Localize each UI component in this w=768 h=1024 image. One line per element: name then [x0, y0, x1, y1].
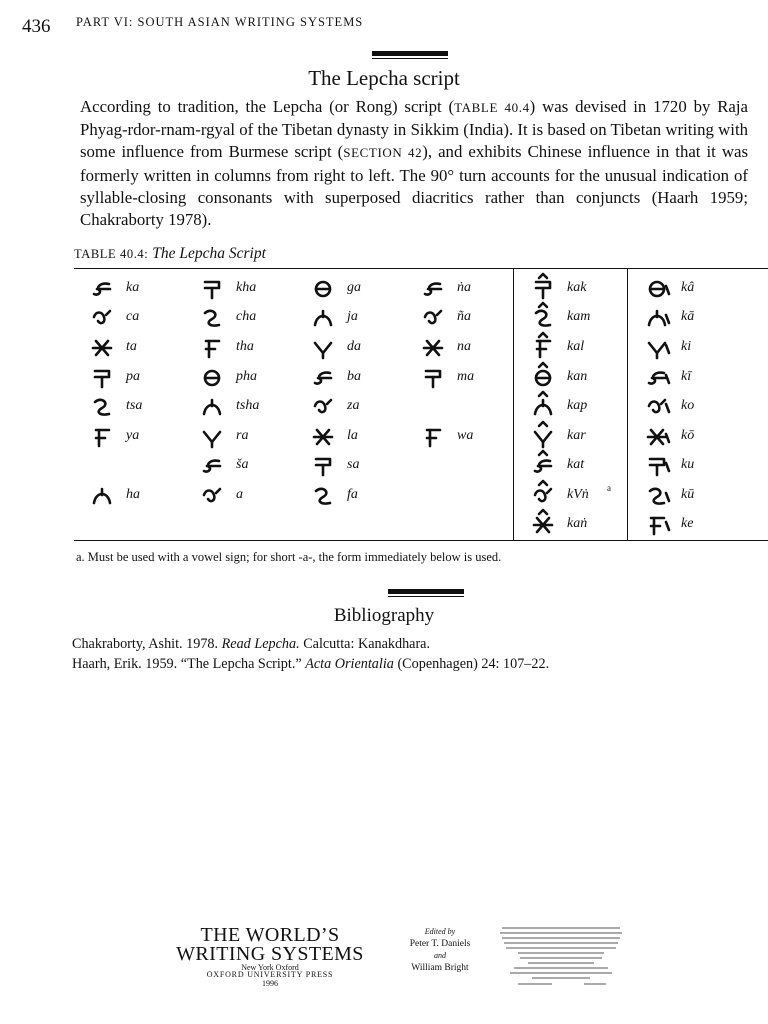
kan-glyph — [531, 365, 555, 391]
table-cell — [645, 451, 745, 481]
nga-glyph — [421, 276, 445, 302]
transliteration: kan — [567, 369, 588, 384]
editor-name: Peter T. Daniels — [409, 939, 471, 949]
transliteration: sa — [347, 457, 360, 472]
transliteration: ca — [126, 309, 140, 324]
footnote-marker[interactable]: a — [607, 483, 611, 493]
table-cell — [90, 363, 194, 393]
editor-name: William Bright — [411, 963, 469, 973]
table-cell — [200, 422, 304, 452]
ki-glyph — [645, 335, 669, 361]
table-cell — [200, 451, 304, 481]
intro-text-1: According to tradition, the Lepcha (or Rong) script ( — [80, 97, 455, 116]
sha-glyph — [200, 453, 224, 479]
ta-glyph — [90, 335, 114, 361]
table-cell — [531, 510, 631, 540]
transliteration: na — [457, 339, 471, 354]
table-caption — [74, 245, 266, 263]
table-cell — [645, 363, 745, 393]
table-cell — [311, 274, 415, 304]
transliteration: ya — [126, 428, 140, 443]
table-cell — [421, 422, 525, 452]
ke-glyph — [645, 512, 669, 538]
table-cell — [531, 481, 631, 511]
transliteration: ki — [681, 339, 692, 354]
ko-glyph — [645, 394, 669, 420]
entry-publisher: Calcutta: Kanakdhara. — [299, 636, 431, 652]
na-glyph — [421, 335, 445, 361]
wa-glyph — [421, 424, 445, 450]
transliteration: kat — [567, 457, 585, 472]
ra-glyph — [200, 424, 224, 450]
table-cell — [90, 274, 194, 304]
transliteration: tsha — [236, 398, 260, 413]
transliteration: ba — [347, 369, 361, 384]
table-number: TABLE 40.4: — [74, 247, 149, 261]
table-cell — [311, 333, 415, 363]
bibliography-entry — [72, 636, 430, 653]
editors-conjunction: and — [434, 951, 446, 960]
transliteration: ke — [681, 516, 694, 531]
cha-glyph — [200, 305, 224, 331]
entry-title: Acta Orientalia — [305, 656, 394, 672]
table-cell — [90, 481, 194, 511]
page-number: 436 — [22, 16, 51, 37]
table-cell — [200, 274, 304, 304]
table-cell — [90, 333, 194, 363]
kha-glyph — [200, 276, 224, 302]
transliteration: da — [347, 339, 361, 354]
transliteration: kar — [567, 428, 586, 443]
nya-glyph — [421, 305, 445, 331]
book-title — [150, 926, 390, 964]
table-footnote: a. Must be used with a vowel sign; for short -a-, the form immediately below is used. — [76, 550, 502, 564]
ga-glyph — [311, 276, 335, 302]
intro-text-2: ) was devised in 1720 by Raja Phyag-rdor-rnam-rgyal of the Tibetan dynasty in Sikkim (India). It is based on Tibetan writing with some influence from Burmese script ( — [80, 97, 748, 162]
transliteration: ku — [681, 457, 695, 472]
table-cell — [645, 274, 745, 304]
a-glyph — [200, 483, 224, 509]
transliteration: ka — [126, 280, 140, 295]
transliteration: a — [236, 487, 243, 502]
transliteration: cha — [236, 309, 257, 324]
transliteration: ma — [457, 369, 475, 384]
table-cell — [645, 422, 745, 452]
table-cell — [645, 510, 745, 540]
table-cell — [531, 303, 631, 333]
transliteration: fa — [347, 487, 358, 502]
table-cell — [531, 392, 631, 422]
intro-text-3: ), and exhibits Chinese influence in that it was formerly written in columns from right to left. The 90° turn accounts for the unusual indication of syllable-closing consonants with superposed diacritics rather than conjuncts (Haarh 1959; Chakraborty 1978). — [80, 142, 748, 230]
transliteration: la — [347, 428, 358, 443]
transliteration: ga — [347, 280, 361, 295]
table-cell — [311, 481, 415, 511]
transliteration: ṅa — [457, 280, 471, 295]
transliteration: kVṅ — [567, 487, 589, 502]
transliteration: ha — [126, 487, 140, 502]
transliteration: pha — [236, 369, 257, 384]
transliteration: ja — [347, 309, 358, 324]
transliteration: ko — [681, 398, 695, 413]
table-cell — [421, 274, 525, 304]
kar-glyph — [531, 424, 555, 450]
transliteration: kâ — [681, 280, 695, 295]
tsha-glyph — [200, 394, 224, 420]
ku-glyph — [645, 453, 669, 479]
ya-glyph — [90, 424, 114, 450]
table-cell — [531, 333, 631, 363]
transliteration: ta — [126, 339, 137, 354]
publication-year: 1996 — [262, 979, 278, 988]
kal-glyph — [531, 335, 555, 361]
kang-glyph — [531, 512, 555, 538]
bibliography-rule — [388, 589, 464, 594]
table-cell — [90, 392, 194, 422]
entry-title: Read Lepcha. — [221, 636, 300, 652]
sa-glyph — [311, 453, 335, 479]
table-cell — [200, 303, 304, 333]
transliteration: ra — [236, 428, 249, 443]
table-cell — [421, 303, 525, 333]
transliteration: kha — [236, 280, 257, 295]
ka-glyph — [90, 276, 114, 302]
table-cell — [645, 481, 745, 511]
tha-glyph — [200, 335, 224, 361]
transliteration: kī — [681, 369, 692, 384]
transliteration: kak — [567, 280, 587, 295]
bibliography-title: Bibliography — [333, 605, 435, 626]
book-title-line: WRITING SYSTEMS — [176, 943, 364, 965]
table-cell — [311, 451, 415, 481]
transliteration: ña — [457, 309, 471, 324]
section-reference-link[interactable]: SECTION 42 — [343, 145, 423, 161]
entry-author: Haarh, Erik. 1959. “The Lepcha Script.” — [72, 656, 306, 672]
fine-print-texture — [488, 924, 634, 986]
tsa-glyph — [90, 394, 114, 420]
table-cell — [645, 303, 745, 333]
kvng-glyph — [531, 483, 555, 509]
table-cell — [311, 392, 415, 422]
fa-glyph — [311, 483, 335, 509]
transliteration: za — [347, 398, 360, 413]
da-glyph — [311, 335, 335, 361]
pa-glyph — [90, 365, 114, 391]
transliteration: kaṅ — [567, 516, 588, 531]
running-head: PART VI: SOUTH ASIAN WRITING SYSTEMS — [76, 15, 364, 29]
kaa-long-glyph — [645, 305, 669, 331]
kam-glyph — [531, 305, 555, 331]
section-rule — [372, 51, 448, 56]
transliteration: tha — [236, 339, 254, 354]
table-title: The Lepcha Script — [152, 245, 266, 262]
ba-glyph — [311, 365, 335, 391]
edited-by-label: Edited by — [424, 927, 456, 936]
transliteration: kal — [567, 339, 585, 354]
table-cell — [645, 392, 745, 422]
table-cell — [200, 481, 304, 511]
za-glyph — [311, 394, 335, 420]
koo-glyph — [645, 424, 669, 450]
copyright-fine-print-image — [488, 924, 634, 988]
transliteration: kā — [681, 309, 695, 324]
kat-glyph — [531, 453, 555, 479]
table-cell — [421, 363, 525, 393]
table-cell — [531, 451, 631, 481]
pha-glyph — [200, 365, 224, 391]
table-cell — [311, 303, 415, 333]
kak-glyph — [531, 276, 555, 302]
transliteration: kū — [681, 487, 695, 502]
table-cell — [90, 303, 194, 333]
la-glyph — [311, 424, 335, 450]
transliteration: ša — [236, 457, 249, 472]
table-cell — [200, 392, 304, 422]
table-cell — [200, 363, 304, 393]
table-cell — [421, 333, 525, 363]
kii-glyph — [645, 365, 669, 391]
table-cell — [311, 422, 415, 452]
table-cell — [311, 363, 415, 393]
book-title-line: THE WORLD’S — [200, 924, 340, 946]
ca-glyph — [90, 305, 114, 331]
ha-glyph — [90, 483, 114, 509]
table-cell — [200, 333, 304, 363]
transliteration: kō — [681, 428, 695, 443]
transliteration: wa — [457, 428, 474, 443]
table-cell — [531, 274, 631, 304]
ja-glyph — [311, 305, 335, 331]
table-top-rule — [74, 268, 768, 269]
kuu-glyph — [645, 483, 669, 509]
table-reference-link[interactable]: TABLE 40.4 — [454, 100, 530, 115]
publisher-name: OXFORD UNIVERSITY PRESS — [206, 970, 334, 979]
publisher-place: New York Oxford — [241, 963, 299, 972]
transliteration: kap — [567, 398, 588, 413]
section-title: The Lepcha script — [308, 66, 460, 90]
kap-glyph — [531, 394, 555, 420]
editors-block — [392, 926, 488, 974]
table-cell — [645, 333, 745, 363]
table-cell — [90, 422, 194, 452]
table-cell — [531, 422, 631, 452]
transliteration: tsa — [126, 398, 143, 413]
ma-glyph — [421, 365, 445, 391]
entry-publisher: (Copenhagen) 24: 107–22. — [393, 656, 550, 672]
table-bottom-rule — [74, 540, 768, 541]
table-cell — [531, 363, 631, 393]
bibliography-entry — [72, 656, 549, 673]
kaa-glyph — [645, 276, 669, 302]
entry-author: Chakraborty, Ashit. 1978. — [72, 636, 222, 652]
transliteration: kam — [567, 309, 591, 324]
intro-paragraph — [80, 96, 748, 231]
transliteration: pa — [126, 369, 140, 384]
